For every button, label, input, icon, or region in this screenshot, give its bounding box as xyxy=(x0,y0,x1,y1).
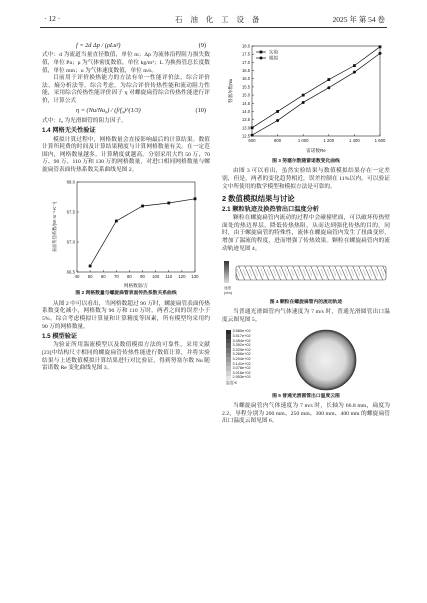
fig3-data-point xyxy=(353,64,356,67)
equation-9-formula: f = 2d Δp / (ρLu²) xyxy=(76,42,121,49)
paragraph-particle-trajectory: 颗粒在螺旋扁管内流动的过程中会碰撞壁面，可以破坏传热壁面处的热边界层，降低传热热阻，从而达到强化传热的目的。同时，由于螺旋扁管的特殊性，流体在螺旋扁管内发生了扭曲变形，增加了湍流的程度，进而增强了传热效果。颗粒在螺旋扁管内的流动轨迹见图 4。 xyxy=(222,215,390,252)
pipe-outlet-temperature-contour xyxy=(296,330,356,390)
fig3-legend-marker xyxy=(260,57,263,60)
fig3-legend-marker xyxy=(260,51,263,54)
left-column xyxy=(42,40,210,373)
fig3-data-point xyxy=(251,134,254,137)
fig2-x-tick-label: 70 xyxy=(113,274,119,280)
figure-5-legend xyxy=(226,330,251,387)
fig3-x-tick-label: 1 000 xyxy=(297,138,309,143)
paragraph-fig3-discussion: 由图 3 可以看出，虽然实验结果与数值模拟结果存在一定差别，但是，两者的变化趋势相近，误差控制在 11%以内，可以验证文中所使用的数学模型和模拟方法是可靠的。 xyxy=(222,168,390,190)
right-column xyxy=(222,40,390,426)
fig5-legend-value: 3.141e+02 xyxy=(232,361,251,366)
paragraph-validation: 为验证所用湍流模型以及数值模拟方法的可靠性，采用文献[23]中结构尺寸相同的螺旋扁管传热性能进行数值计算，并将实验结果与上述数值模拟计算结果进行对比验证，得到努塞尔数 Nu 随雷诺数 Re 变化曲线见图 3。 xyxy=(42,342,210,372)
figure-4-legend-title: 速度 xyxy=(224,286,232,291)
figure-5 xyxy=(222,327,390,393)
fig3-legend-label: 模拟 xyxy=(269,55,279,61)
fig2-x-tick-label: 50 xyxy=(87,274,93,280)
fig3-y-tick-label: 12.5 xyxy=(242,133,250,139)
fig3-y-tick-label: 14.5 xyxy=(242,100,250,106)
fig2-y-tick-label: 66.5 xyxy=(66,269,75,275)
fig2-x-tick-label: 130 xyxy=(191,274,199,280)
paragraph-grid-intro: 模拟计算过程中，网格数量会直接影响最后的计算结果。数值计算所耗费的时间及计算结果精度与计算网格数量有关。在一定范围内，网格数量越多，计算精度就越高。分别采用大约 50 万、70 万、90 万、110 万和 130 万的网格数量，对进口相同网格数量与螺旋扁管表面传热系数关系曲线见图 2。 xyxy=(42,136,210,173)
fig3-y-axis-label: 努塞尔数Nu xyxy=(228,78,233,104)
fig3-y-tick-label: 17.5 xyxy=(242,51,250,57)
fig2-y-tick-label: 68.0 xyxy=(66,179,75,185)
fig5-legend-value: 3.392e+02 xyxy=(232,343,251,348)
fig2-x-tick-label: 90 xyxy=(140,274,145,280)
fig3-data-point xyxy=(379,45,382,48)
fig5-legend-value: 3.266e+02 xyxy=(232,352,251,357)
fig2-data-point xyxy=(194,198,197,201)
page-header xyxy=(0,0,427,38)
figure-4-image xyxy=(222,255,390,299)
equation-9 xyxy=(42,42,210,50)
fig3-y-tick-label: 14.0 xyxy=(242,108,250,114)
paragraph-eq10-symbols: 式中：f₀ 为光滑圆管的阻力因子。 xyxy=(42,117,127,124)
fig5-legend-value: 3.016e+02 xyxy=(232,370,251,375)
figure-2-chart xyxy=(51,174,201,290)
fig3-x-tick-label: 1 400 xyxy=(349,138,360,143)
fig2-x-tick-label: 80 xyxy=(127,274,132,280)
fig2-data-point xyxy=(115,220,118,223)
fig2-data-point xyxy=(141,205,144,208)
figure-4-caption: 图 4 颗粒在螺旋扁管内的流动轨迹 xyxy=(269,300,343,306)
section-2-heading: 2 数值模拟结果与讨论 xyxy=(222,194,295,204)
fig2-x-axis-label: 网格数量/万 xyxy=(123,283,149,289)
section-1-4-heading: 1.4 网格无关性验证 xyxy=(42,127,96,135)
helical-tube-trajectory xyxy=(236,266,386,280)
equation-10 xyxy=(42,107,210,115)
fig3-data-point xyxy=(379,52,382,55)
fig5-legend-value: 3.329e+02 xyxy=(232,347,251,352)
fig3-y-tick-label: 16.0 xyxy=(242,76,250,82)
fig3-data-point xyxy=(327,78,330,81)
page-number: · 12 · xyxy=(44,14,61,23)
figure-3 xyxy=(222,40,390,158)
fig3-x-tick-label: 1 200 xyxy=(323,138,335,143)
fig5-legend-value: 3.454e+02 xyxy=(232,338,251,343)
fig3-data-point xyxy=(353,71,356,74)
paragraph-grid-conclusion: 从图 2 中可以看出，当网格数超过 90 万时，螺旋扁管表面传热系数变化减小，网格数为 90 万和 110 万时，两者之间的误差小于 5%。综合考虑模拟计算量和计算精度等因素，所有模型均采用约 90 万的网格数量。 xyxy=(42,300,210,330)
fig3-y-tick-label: 16.5 xyxy=(242,68,250,74)
fig5-legend-value: 3.517e+02 xyxy=(232,334,251,338)
paragraph-eq9-symbols: 式中：d 为流道当量直径数值，单位 m；Δp 为流体沿程阻力损失数值，单位 Pa；ρ 为气体密度数值，单位 kg/m³；L 为换热管总长度数值，单位 mm；u 为气体速度数值，单位 m/s。 xyxy=(42,52,210,74)
fig2-series-line xyxy=(90,199,195,266)
fig3-y-tick-label: 15.0 xyxy=(242,92,250,98)
fig2-x-tick-label: 110 xyxy=(165,274,173,280)
fig3-x-axis-label: 雷诺数Re xyxy=(306,148,326,153)
fig2-y-tick-label: 67.0 xyxy=(66,239,75,245)
fig3-y-tick-label: 13.5 xyxy=(242,117,250,123)
figure-3-caption: 图 3 努塞尔数随雷诺数变化曲线 xyxy=(272,159,340,164)
fig2-x-tick-label: 60 xyxy=(100,274,106,280)
figure-5-legend-unit: 温度/K xyxy=(226,381,238,386)
equation-10-number: (10) xyxy=(195,107,206,115)
journal-title: 石 油 化 工 设 备 xyxy=(175,15,263,24)
fig2-x-tick-label: 100 xyxy=(152,274,160,280)
header-rule xyxy=(40,27,387,28)
fig3-series-line xyxy=(252,53,380,135)
fig3-data-point xyxy=(276,110,279,113)
fig2-y-tick-label: 67.5 xyxy=(66,209,75,215)
fig3-data-point xyxy=(251,126,254,129)
fig2-y-axis-label: 表面传热系数/(W·m⁻²·K⁻¹) xyxy=(52,202,57,253)
figure-2-caption: 图 2 网格数量与螺旋扁管表面传热系数关系曲线 xyxy=(75,291,177,297)
fig3-data-point xyxy=(327,86,330,89)
equation-10-formula: η = (Nu/Nu₀) / (f/f₀)^(1/3) xyxy=(76,107,141,115)
fig2-x-tick-label: 40 xyxy=(74,274,80,280)
year-volume: 2025 年 第 54 卷 xyxy=(332,15,385,24)
fig2-data-point xyxy=(167,202,170,205)
fig3-data-point xyxy=(302,94,305,97)
fig5-legend-row xyxy=(226,376,251,381)
fig5-legend-value: 3.078e+02 xyxy=(232,366,251,371)
fig5-legend-value: 3.580e+02 xyxy=(232,329,251,334)
section-1-5-heading: 1.5 模型验证 xyxy=(42,333,78,341)
fig3-y-tick-label: 18.0 xyxy=(242,43,250,49)
fig3-y-tick-label: 15.5 xyxy=(242,84,250,90)
fig5-legend-value: 2.953e+02 xyxy=(232,375,251,380)
fig3-y-tick-label: 17.0 xyxy=(242,59,250,65)
fig3-y-tick-label: 13.0 xyxy=(242,125,250,131)
section-2-1-heading: 2.1 颗粒轨迹及换热管出口温度分析 xyxy=(222,205,319,213)
fig3-data-point xyxy=(276,119,279,122)
fig3-data-point xyxy=(302,101,305,104)
paragraph-fig5-discussion: 当螺旋扁管内气体速度为 7 m/s 时，长轴为 66.8 mm，扁度为 2.2，导程分别为 200 mm、250 mm、300 mm、400 mm 的螺旋扁管出口温度云图见图 6。 xyxy=(222,403,390,425)
equation-9-number: (9) xyxy=(198,42,206,49)
svg-text:(m/s): (m/s) xyxy=(224,291,233,296)
figure-4 xyxy=(222,255,390,299)
fig2-x-tick-label: 120 xyxy=(178,274,186,280)
paragraph-evaluation: 目前用于评价换热能力的方法有单一性能评价法、综合评价法、熵分析法等。综合考虑，为综合评价传热性能和流动阻力性能，采用综合传热性能评价因子 η 对螺旋扁管综合传热性能进行评价，计算公式 xyxy=(42,75,210,104)
fig5-legend-value: 3.204e+02 xyxy=(232,356,251,361)
paragraph-fig4-intro: 当普通光滑圆管内气体速度为 7 m/s 时，普通光滑圆管出口温度云图见图 5。 xyxy=(222,309,390,324)
fig3-x-tick-label: 1 600 xyxy=(374,138,386,143)
fig3-x-tick-label: 600 xyxy=(248,138,256,143)
fig5-legend-swatch xyxy=(226,376,231,381)
velocity-colorbar xyxy=(224,261,229,283)
figure-5-caption: 图 5 普通光滑圆管出口温度云图 xyxy=(272,393,340,399)
fig3-x-tick-label: 800 xyxy=(274,138,282,143)
figure-2 xyxy=(42,174,210,290)
fig3-legend-label: 实验 xyxy=(269,49,279,55)
figure-3-chart xyxy=(226,40,386,158)
fig2-data-point xyxy=(89,265,92,268)
